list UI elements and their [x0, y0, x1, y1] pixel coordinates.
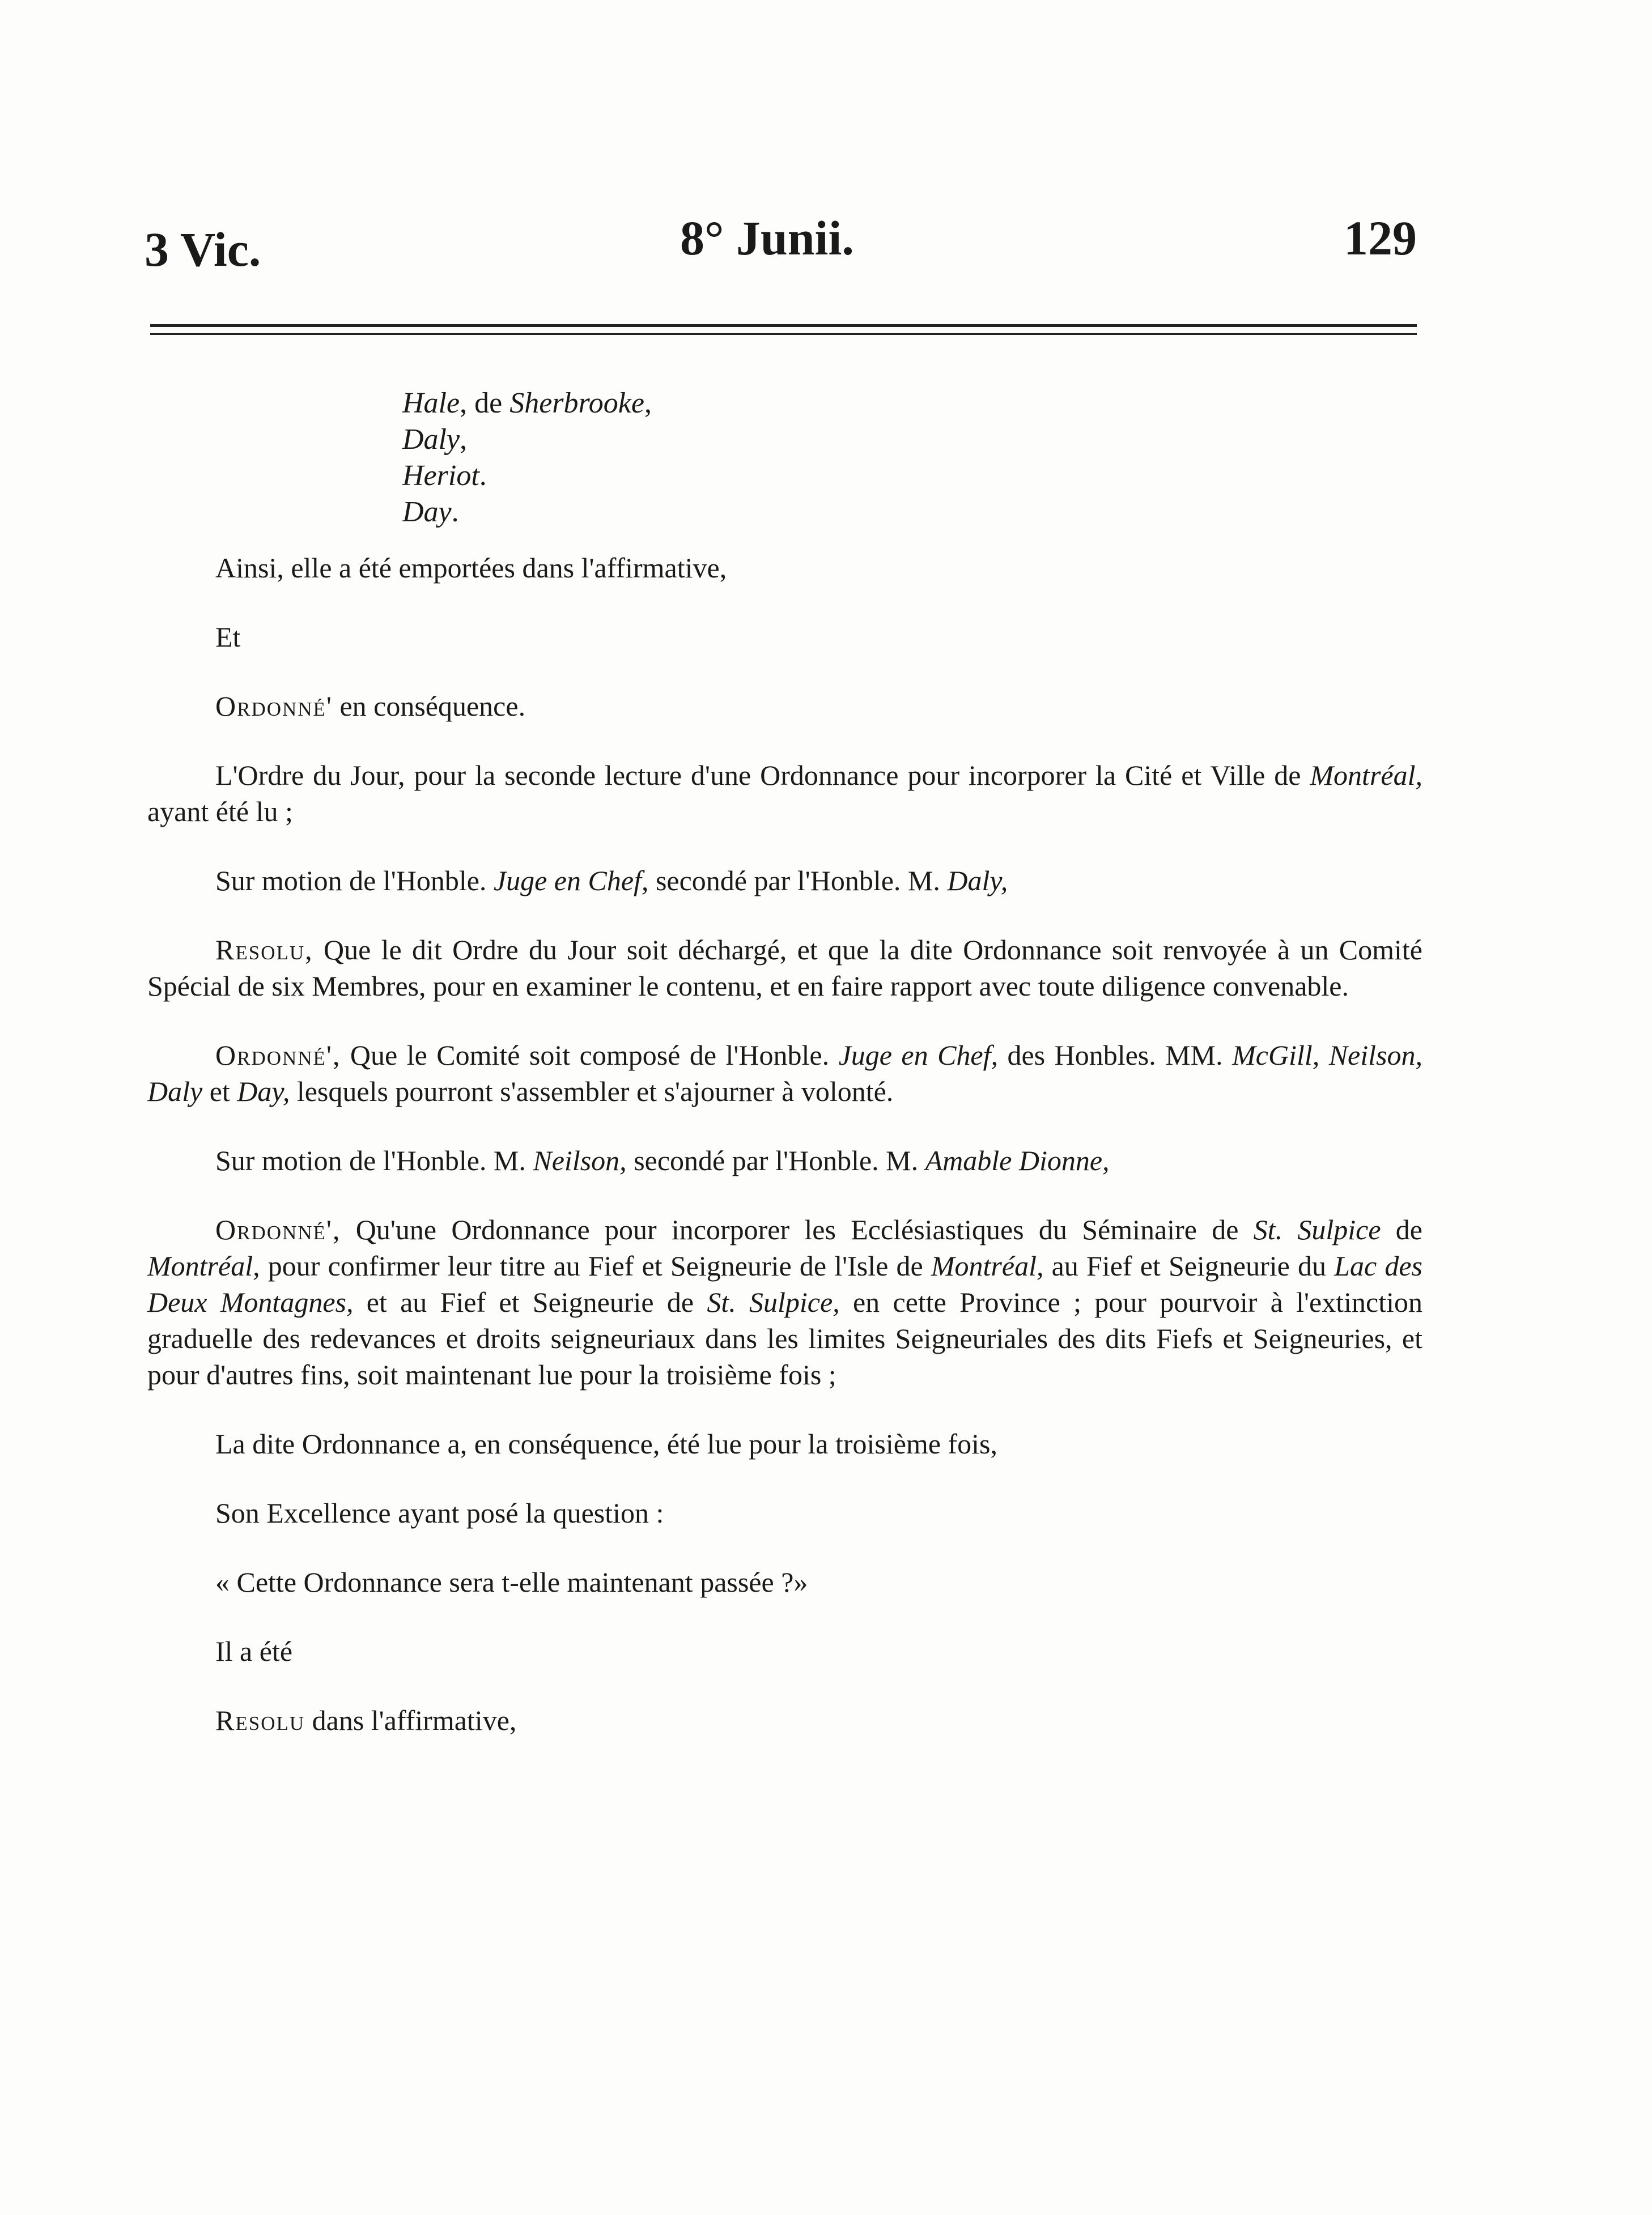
paragraph-text: Sur motion de l'Honble. — [215, 865, 494, 896]
paragraph-text: et au Fief et Seigneurie de — [353, 1286, 707, 1318]
vote-separator: . — [479, 460, 487, 492]
body-text — [147, 550, 1422, 1771]
paragraph-lue: La dite Ordonnance a, en conséquence, été lue pour la troisième fois, — [215, 1428, 998, 1460]
paragraph-text: de — [1381, 1214, 1422, 1245]
page-number: 129 — [1344, 211, 1417, 265]
running-header — [145, 210, 1417, 278]
italic-name: Neilson, — [533, 1145, 627, 1176]
vote-name: Hale — [402, 387, 460, 419]
vote-list-item — [402, 458, 652, 494]
italic-place: Montréal, — [1310, 759, 1422, 791]
paragraph-et: Et — [215, 621, 241, 653]
vote-list-item — [402, 494, 652, 530]
italic-title: Juge en Chef, — [838, 1039, 999, 1071]
vote-list-item — [402, 422, 652, 458]
vote-list-item — [402, 385, 652, 422]
vote-place: Sherbrooke — [509, 387, 644, 419]
paragraph-text: Sur motion de l'Honble. M. — [215, 1145, 533, 1176]
vote-end: , — [644, 387, 652, 419]
paragraph-resolu-1 — [147, 932, 1422, 1004]
italic-title: Juge en Chef, — [493, 865, 649, 896]
italic-place: Montréal, — [931, 1250, 1044, 1282]
vote-separator: , — [460, 423, 468, 456]
header-date: 8° Junii. — [680, 211, 854, 265]
italic-name: Day, — [237, 1075, 290, 1107]
paragraph-text: Qu'une Ordonnance pour incorporer les Ecclésiastiques du Séminaire de — [341, 1214, 1254, 1245]
paragraph-text: secondé par l'Honble. M. — [626, 1145, 925, 1176]
paragraph-text: dans l'affirmative, — [305, 1704, 517, 1736]
vote-name: Day — [402, 496, 452, 528]
small-caps-term: Resolu — [215, 1704, 305, 1736]
paragraph-question: Son Excellence ayant posé la question : — [215, 1497, 664, 1529]
vote-list — [402, 385, 652, 530]
paragraph-ordonne-seminaire — [147, 1211, 1422, 1393]
paragraph-motion-2 — [147, 1142, 1422, 1179]
small-caps-term: Ordonné', — [215, 1214, 341, 1245]
paragraph-motion-1 — [147, 862, 1422, 899]
italic-names: McGill, Neilson, Daly — [147, 1039, 1422, 1107]
paragraph-resolu-final — [147, 1702, 1422, 1738]
small-caps-term: Resolu, — [215, 934, 313, 966]
paragraph-il-a-ete: Il a été — [215, 1635, 293, 1667]
paragraph-quote: « Cette Ordonnance sera t-elle maintenant passée ?» — [215, 1566, 808, 1598]
italic-place: Lac des Deux Montagnes, — [147, 1250, 1422, 1318]
header-rule-thick — [150, 324, 1417, 327]
small-caps-term: Ordonné', — [215, 1039, 341, 1071]
paragraph-text: Que le dit Ordre du Jour soit déchargé, et que la dite Ordonnance soit renvoyée à un Comité Spécial de six Membres, pour en examiner le contenu, et en faire rapport avec toute diligence convenable. — [147, 934, 1422, 1002]
paragraph-text: L'Ordre du Jour, pour la seconde lecture d'une Ordonnance pour incorporer la Cité et Ville de — [215, 759, 1310, 791]
paragraph-text: au Fief et Seigneurie du — [1043, 1250, 1335, 1282]
header-rule-thin — [150, 333, 1417, 335]
paragraph-ordre-du-jour — [147, 757, 1422, 830]
paragraph-text: et — [202, 1075, 237, 1107]
paragraph-text: des Honbles. MM. — [998, 1039, 1233, 1071]
vote-name: Daly — [402, 423, 460, 456]
paragraph-text: lesquels pourront s'assembler et s'ajourner à volonté. — [290, 1075, 894, 1107]
vote-separator: , de — [460, 387, 510, 419]
italic-name: Daly, — [947, 865, 1008, 896]
header-regnal-year: 3 Vic. — [145, 222, 261, 277]
italic-place: St. Sulpice, — [707, 1286, 840, 1318]
italic-name: Amable Dionne, — [925, 1145, 1110, 1176]
vote-separator: . — [451, 496, 459, 528]
paragraph-text: en conséquence. — [332, 690, 526, 722]
paragraph-text: ayant été lu ; — [147, 796, 293, 827]
vote-name: Heriot — [402, 460, 479, 492]
paragraph-ordonne-comite — [147, 1037, 1422, 1109]
paragraph-text: secondé par l'Honble. M. — [648, 865, 948, 896]
italic-place: Montréal, — [147, 1250, 260, 1282]
paragraph-text: en cette Province ; pour pourvoir à l'extinction graduelle des redevances et droits seigneuriaux dans les limites Seigneuriales des dits Fiefs et Seigneuries, et pour d'autres fins, soit maintenant lue pour la troisième fois ; — [147, 1286, 1422, 1391]
paragraph-ordonne-consequence — [147, 688, 1422, 724]
small-caps-term: Ordonné' — [215, 690, 333, 722]
paragraph-result: Ainsi, elle a été emportées dans l'affirmative, — [215, 552, 727, 584]
paragraph-text: pour confirmer leur titre au Fief et Seigneurie de l'Isle de — [260, 1250, 931, 1282]
paragraph-text: Que le Comité soit composé de l'Honble. — [341, 1039, 839, 1071]
italic-place: St. Sulpice — [1253, 1214, 1381, 1245]
